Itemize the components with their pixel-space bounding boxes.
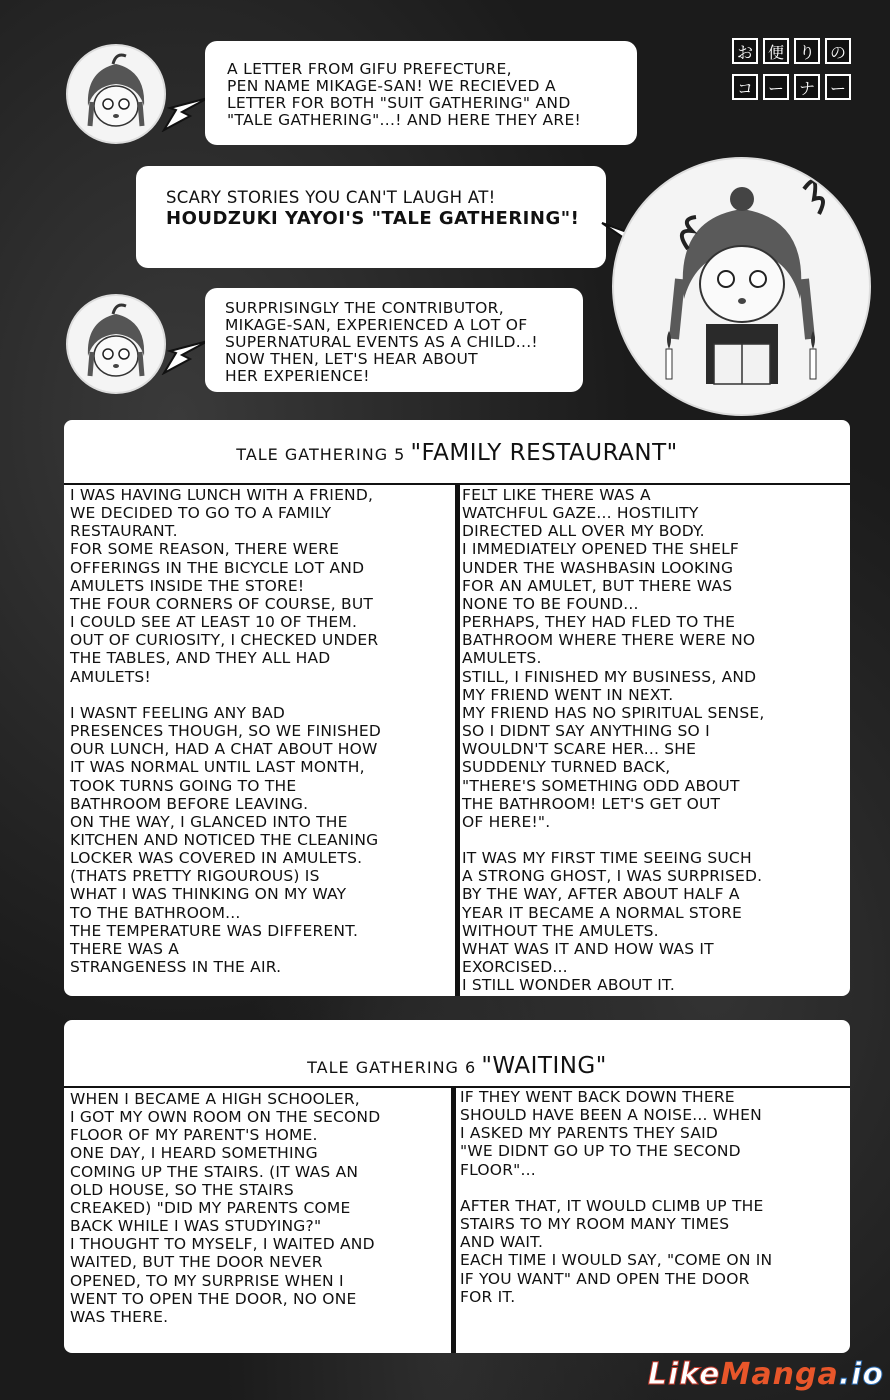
tale-number: TALE GATHERING 5 — [236, 445, 406, 464]
tale-6-left-text: WHEN I BECAME A HIGH SCHOOLER, I GOT MY OWN ROOM ON THE SECOND FLOOR OF MY PARENT'S HOME. ONE DAY, I HEARD SOMETHING COMING UP THE STAIRS. (IT WAS AN OLD HOUSE, SO THE STAIRS CREAKED) "DID MY PARENTS COME BACK WHILE I WAS STUDYING?" I THOUGHT TO MYSELF, I WAITED AND WAITED, BUT THE DOOR NEVER OPENED, TO MY SURPRISE WHEN I WENT TO OPEN THE DOOR, NO ONE WAS THERE. — [70, 1090, 381, 1326]
tale-6-panel — [64, 1020, 850, 1353]
tale-5-panel — [64, 420, 850, 996]
speech-tail-icon — [160, 335, 210, 375]
site-watermark — [648, 1357, 884, 1392]
watermark-part: .io — [838, 1357, 884, 1392]
bubble-line: SCARY STORIES YOU CAN'T LAUGH AT! — [166, 188, 496, 207]
column-divider — [455, 483, 460, 996]
tale-6-title — [64, 1053, 850, 1079]
bubble-line: HER EXPERIENCE! — [225, 367, 370, 385]
bubble-line: MIKAGE-SAN, EXPERIENCED A LOT OF — [225, 316, 528, 334]
tale-name: "WAITING" — [481, 1053, 607, 1079]
corner-char: 便 — [763, 38, 789, 64]
corner-char: ナ — [794, 74, 820, 100]
tale-number: TALE GATHERING 6 — [307, 1058, 477, 1077]
tale-5-right-text: FELT LIKE THERE WAS A WATCHFUL GAZE... HOSTILITY DIRECTED ALL OVER MY BODY. I IMMEDIATELY OPENED THE SHELF UNDER THE WASHBASIN LOOKING FOR AN AMULET, BUT THERE WAS NONE TO BE FOUND... PERHAPS, THEY HAD FLED TO THE BATHROOM WHERE THERE WERE NO AMULETS. STILL, I FINISHED MY BUSINESS, AND MY FRIEND WENT IN NEXT. MY FRIEND HAS NO SPIRITUAL SENSE, SO I DIDNT SAY ANYTHING SO I WOULDN'T SCARE HER... SHE SUDDENLY TURNED BACK, "THERE'S SOMETHING ODD ABOUT THE BATHROOM! LET'S GET OUT OF HERE!". IT WAS MY FIRST TIME SEEING SUCH A STRONG GHOST, I WAS SURPRISED. BY THE WAY, AFTER ABOUT HALF A YEAR IT BECAME A NORMAL STORE WITHOUT THE AMULETS. WHAT WAS IT AND HOW WAS IT EXORCISED... I STILL WONDER ABOUT IT. — [462, 486, 765, 995]
corner-char: ー — [763, 74, 789, 100]
narrator-avatar — [66, 294, 166, 394]
narrator-avatar — [66, 44, 166, 144]
intro-bubble — [205, 41, 637, 145]
corner-char: ー — [825, 74, 851, 100]
yayoi-avatar — [612, 157, 871, 416]
column-divider — [451, 1086, 456, 1353]
watermark-part: Manga — [720, 1357, 839, 1392]
bubble-line: PEN NAME MIKAGE-SAN! WE RECIEVED A — [227, 77, 556, 95]
watermark-part: Like — [647, 1357, 721, 1392]
chibi-face-icon — [68, 46, 164, 142]
chibi-face-icon — [68, 296, 164, 392]
bubble-line: SUPERNATURAL EVENTS AS A CHILD...! — [225, 333, 538, 351]
tale-5-title — [64, 440, 850, 466]
tale-6-right-text: IF THEY WENT BACK DOWN THERE SHOULD HAVE BEEN A NOISE... WHEN I ASKED MY PARENTS THEY SAID "WE DIDNT GO UP TO THE SECOND FLOOR"... AFTER THAT, IT WOULD CLIMB UP THE STAIRS TO MY ROOM MANY TIMES AND WAIT. EACH TIME I WOULD SAY, "COME ON IN IF YOU WANT" AND OPEN THE DOOR FOR IT. — [460, 1088, 773, 1306]
speech-tail-icon — [160, 92, 210, 132]
corner-char: お — [732, 38, 758, 64]
contributor-bubble — [205, 288, 583, 392]
bubble-line: A LETTER FROM GIFU PREFECTURE, — [227, 60, 512, 78]
corner-char: り — [794, 38, 820, 64]
bubble-line: NOW THEN, LET'S HEAR ABOUT — [225, 350, 478, 368]
corner-char: の — [825, 38, 851, 64]
yayoi-bubble — [136, 166, 606, 268]
corner-char: コ — [732, 74, 758, 100]
bubble-line: "TALE GATHERING"...! AND HERE THEY ARE! — [227, 111, 582, 129]
divider-line — [462, 483, 850, 485]
corner-label — [732, 38, 854, 103]
tale-name: "FAMILY RESTAURANT" — [410, 440, 678, 466]
yayoi-character-icon — [614, 159, 869, 414]
divider-line — [64, 483, 462, 485]
bubble-headline: HOUDZUKI YAYOI'S "TALE GATHERING"! — [166, 208, 580, 229]
bubble-line: LETTER FOR BOTH "SUIT GATHERING" AND — [227, 94, 571, 112]
bubble-line: SURPRISINGLY THE CONTRIBUTOR, — [225, 299, 504, 317]
tale-5-left-text: I WAS HAVING LUNCH WITH A FRIEND, WE DECIDED TO GO TO A FAMILY RESTAURANT. FOR SOME REASON, THERE WERE OFFERINGS IN THE BICYCLE LOT AND AMULETS INSIDE THE STORE! THE FOUR CORNERS OF COURSE, BUT I COULD SEE AT LEAST 10 OF THEM. OUT OF CURIOSITY, I CHECKED UNDER THE TABLES, AND THEY ALL HAD AMULETS! I WASNT FEELING ANY BAD PRESENCES THOUGH, SO WE FINISHED OUR LUNCH, HAD A CHAT ABOUT HOW IT WAS NORMAL UNTIL LAST MONTH, TOOK TURNS GOING TO THE BATHROOM BEFORE LEAVING. ON THE WAY, I GLANCED INTO THE KITCHEN AND NOTICED THE CLEANING LOCKER WAS COVERED IN AMULETS. (THATS PRETTY RIGOUROUS) IS WHAT I WAS THINKING ON MY WAY TO THE BATHROOM... THE TEMPERATURE WAS DIFFERENT. THERE WAS A STRANGENESS IN THE AIR. — [70, 486, 381, 977]
